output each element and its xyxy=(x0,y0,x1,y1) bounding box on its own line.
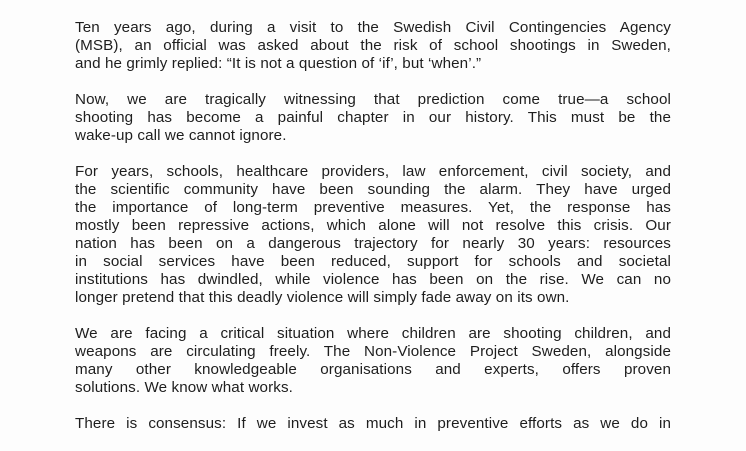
text-line: mostly been repressive actions, which alone will not resolve this crisis. Our xyxy=(75,217,671,234)
text-line: We are facing a critical situation where children are shooting children, and xyxy=(75,325,671,342)
text-line: shooting has become a painful chapter in our history. This must be the xyxy=(75,109,671,126)
text-line: institutions has dwindled, while violence has been on the rise. We can no xyxy=(75,271,671,288)
text-line: wake-up call we cannot ignore. xyxy=(75,127,287,144)
text-line: Ten years ago, during a visit to the Swedish Civil Contingencies Agency xyxy=(75,19,671,36)
text-line: nation has been on a dangerous trajectory for nearly 30 years: resources xyxy=(75,235,671,252)
text-line: in social services have been reduced, support for schools and societal xyxy=(75,253,671,270)
text-line: the scientific community have been sounding the alarm. They have urged xyxy=(75,181,671,198)
text-line: Now, we are tragically witnessing that prediction come true—a school xyxy=(75,91,671,108)
text-line: longer pretend that this deadly violence will simply fade away on its own. xyxy=(75,289,570,306)
text-line: (MSB), an official was asked about the risk of school shootings in Sweden, xyxy=(75,37,671,54)
text-line: solutions. We know what works. xyxy=(75,379,293,396)
text-line: For years, schools, healthcare providers, law enforcement, civil society, and xyxy=(75,163,671,180)
text-line: There is consensus: If we invest as much in preventive efforts as we do in xyxy=(75,415,671,432)
text-line: weapons are circulating freely. The Non-Violence Project Sweden, alongside xyxy=(75,343,671,360)
paragraph xyxy=(75,91,671,145)
paragraph xyxy=(75,163,671,307)
text-line: and he grimly replied: “It is not a question of ‘if’, but ‘when’.” xyxy=(75,55,482,72)
paragraph xyxy=(75,325,671,397)
paragraph xyxy=(75,415,671,433)
text-line: the importance of long-term preventive measures. Yet, the response has xyxy=(75,199,671,216)
article-body xyxy=(75,19,671,451)
text-line: many other knowledgeable organisations and experts, offers proven xyxy=(75,361,671,378)
paragraph xyxy=(75,19,671,73)
